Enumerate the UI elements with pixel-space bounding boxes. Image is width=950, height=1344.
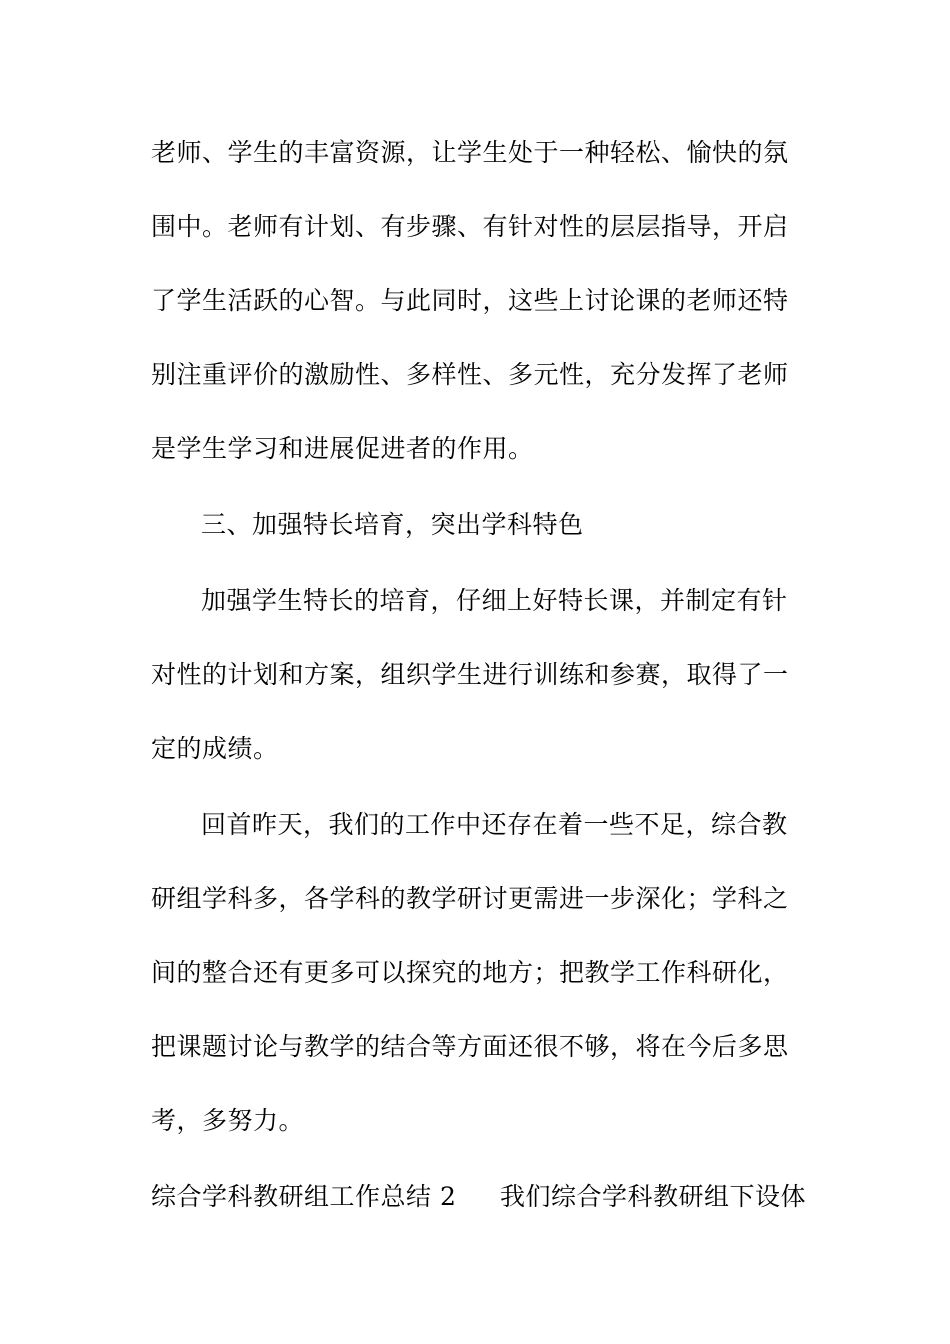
- paragraph-line: 把课题讨论与教学的结合等方面还很不够，将在今后多思: [151, 1032, 789, 1061]
- paragraph-line: 老师、学生的丰富资源，让学生处于一种轻松、愉快的氛: [151, 138, 789, 167]
- paragraph-line: 围中。老师有计划、有步骤、有针对性的层层指导，开启: [151, 212, 789, 241]
- paragraph-line: 别注重评价的激励性、多样性、多元性，充分发挥了老师: [151, 360, 789, 389]
- paragraph-line: 加强学生特长的培育，仔细上好特长课，并制定有针: [201, 586, 788, 615]
- paragraph-line: 回首昨天，我们的工作中还存在着一些不足，综合教: [201, 810, 788, 839]
- paragraph-line: 了学生活跃的心智。与此同时，这些上讨论课的老师还特: [151, 286, 789, 315]
- paragraph-line: 研组学科多，各学科的教学研讨更需进一步深化；学科之: [151, 884, 789, 913]
- section-title: 综合学科教研组工作总结 2: [151, 1182, 457, 1211]
- paragraph-line: 是学生学习和进展促进者的作用。: [151, 434, 534, 463]
- paragraph-line: 定的成绩。: [151, 734, 279, 763]
- paragraph-line: 我们综合学科教研组下设体: [500, 1182, 807, 1211]
- paragraph-line: 间的整合还有更多可以探究的地方；把教学工作科研化，: [151, 958, 789, 987]
- section-heading: 三、加强特长培育，突出学科特色: [201, 510, 584, 539]
- paragraph-line: 考，多努力。: [151, 1106, 305, 1135]
- paragraph-line: 对性的计划和方案，组织学生进行训练和参赛，取得了一: [151, 660, 789, 689]
